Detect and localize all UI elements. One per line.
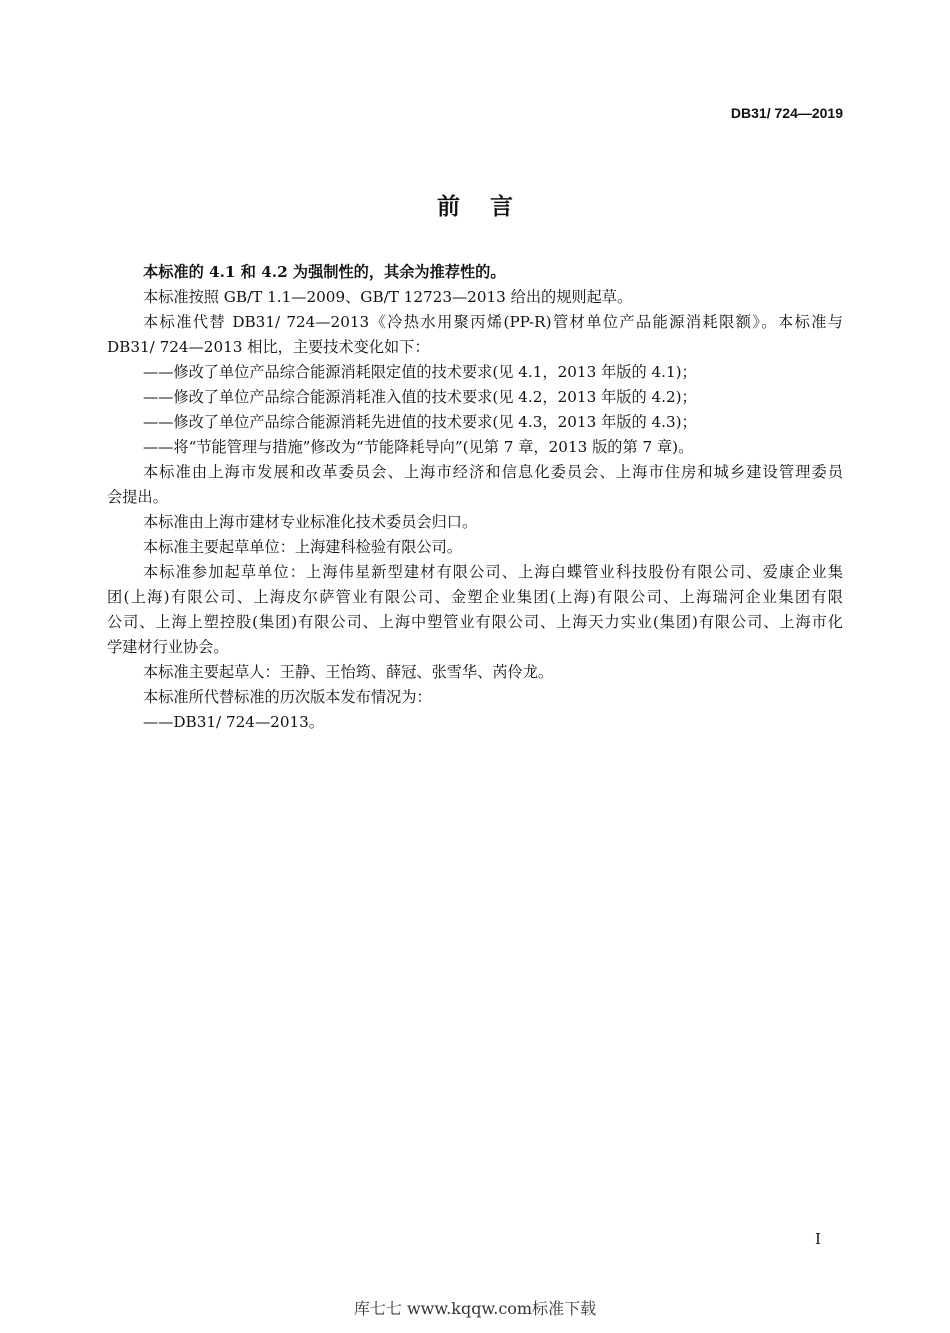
paragraph-line: 本标准按照 GB/T 1.1—2009、GB/T 12723—2013 给出的规则起草。	[143, 288, 633, 306]
paragraph-line: ——修改了单位产品综合能源消耗准入值的技术要求(见 4.2，2013 年版的 4.2)；	[143, 388, 697, 406]
paragraph	[107, 535, 843, 560]
page-number: I	[815, 1230, 821, 1248]
paragraph-line: 本标准主要起草人：王静、王怡筠、薛冠、张雪华、芮伶龙。	[143, 663, 554, 681]
paragraph	[107, 385, 843, 410]
paragraph-line: 会提出。	[107, 488, 168, 506]
paragraph	[107, 560, 843, 660]
paragraph-line: 本标准主要起草单位：上海建科检验有限公司。	[143, 538, 462, 556]
watermark-footer: 库七七 www.kqqw.com标准下载	[353, 1299, 597, 1318]
paragraph-line: 公司、上海上塑控股(集团)有限公司、上海中塑管业有限公司、上海天力实业(集团)有限公司、上海市化	[107, 613, 843, 631]
paragraph-line: 学建材行业协会。	[107, 638, 229, 656]
paragraph	[107, 285, 843, 310]
paragraph-line: ——修改了单位产品综合能源消耗先进值的技术要求(见 4.3，2013 年版的 4.3)；	[143, 413, 697, 431]
page-title: 前言	[437, 193, 543, 220]
paragraph	[107, 460, 843, 510]
paragraph-line: 本标准由上海市发展和改革委员会、上海市经济和信息化委员会、上海市住房和城乡建设管理委员	[143, 463, 843, 481]
paragraph-line: 本标准由上海市建材专业标准化技术委员会归口。	[143, 513, 478, 531]
paragraph-line: 本标准的 4.1 和 4.2 为强制性的，其余为推荐性的。	[143, 263, 506, 281]
paragraph	[107, 410, 843, 435]
paragraph	[107, 260, 843, 285]
paragraph	[107, 360, 843, 385]
paragraph	[107, 310, 843, 360]
document-number: DB31/ 724—2019	[730, 105, 843, 121]
paragraph-line: 本标准参加起草单位：上海伟星新型建材有限公司、上海白蝶管业科技股份有限公司、爱康企业集	[143, 563, 843, 581]
paragraph	[107, 510, 843, 535]
paragraph	[107, 435, 843, 460]
paragraph-line: ——DB31/ 724—2013。	[143, 713, 324, 731]
paragraph-line: 本标准所代替标准的历次版本发布情况为：	[143, 688, 432, 706]
paragraph	[107, 710, 843, 735]
paragraph-line: ——修改了单位产品综合能源消耗限定值的技术要求(见 4.1，2013 年版的 4.1)；	[143, 363, 697, 381]
paragraph-line: ——将“节能管理与措施”修改为“节能降耗导向”(见第 7 章，2013 版的第 7 章)。	[143, 438, 694, 456]
paragraph-line: DB31/ 724—2013 相比，主要技术变化如下：	[107, 338, 430, 356]
paragraph	[107, 685, 843, 710]
document-body	[107, 260, 843, 735]
paragraph-line: 本标准代替 DB31/ 724—2013《冷热水用聚丙烯(PP-R)管材单位产品能源消耗限额》。本标准与	[143, 313, 843, 331]
paragraph	[107, 660, 843, 685]
paragraph-line: 团(上海)有限公司、上海皮尔萨管业有限公司、金塑企业集团(上海)有限公司、上海瑞河企业集团有限	[107, 588, 843, 606]
